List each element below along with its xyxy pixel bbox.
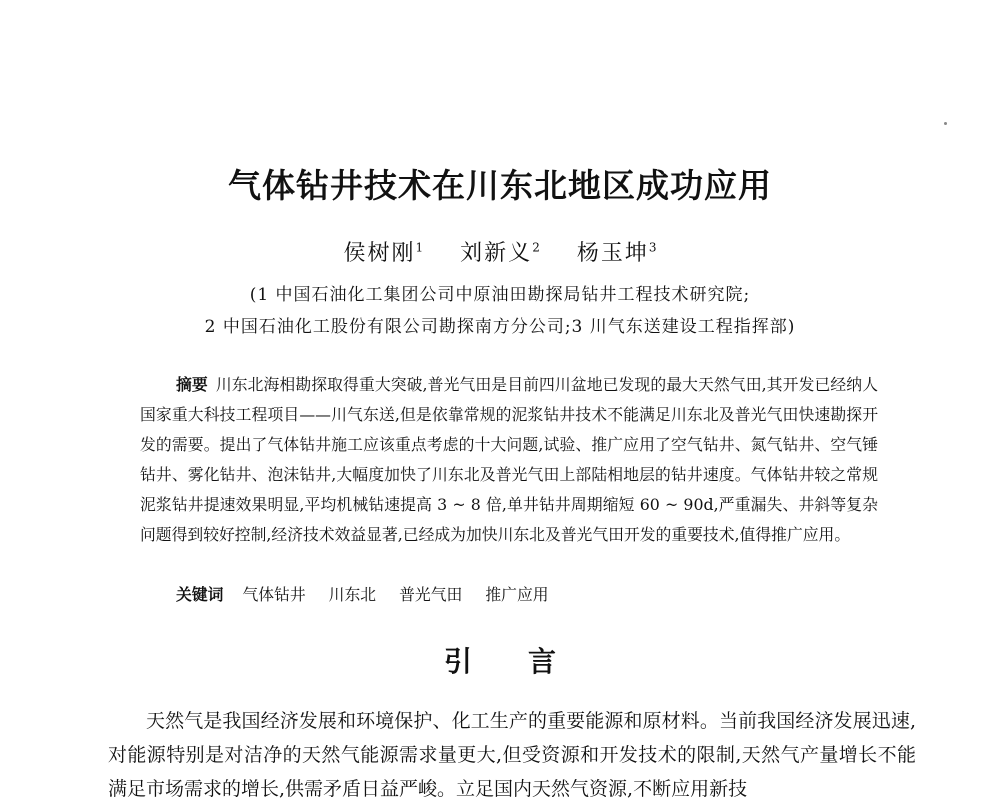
abstract-text: 川东北海相勘探取得重大突破,普光气田是目前四川盆地已发现的最大天然气田,其开发已经纳人国家重大科技工程项目——川气东送,但是依靠常规的泥浆钻井技术不能满足川东北及普光气田快速勘探开发的需要。提出了气体钻井施工应该重点考虑的十大问题,试验、推广应用了空气钻井、氮气钻井、空气锤钻井、雾化钻井、泡沫钻井,大幅度加快了川东北及普光气田上部陆相地层的钻井速度。气体钻井较之常规泥浆钻井提速效果明显,平均机械钻速提高 3 ~ 8 倍,单井钻井周期缩短 60 ~ 90d,严重漏失、井斜等复杂问题得到较好控制,经济技术效益显著,已经成为加快川东北及普光气田开发的重要技术,值得推广应用。: [140, 375, 878, 544]
keyword-2: 川东北: [328, 585, 377, 604]
scan-speck: [944, 122, 947, 125]
author-3-sup: 3: [648, 240, 657, 255]
author-2-name: 刘新义: [460, 241, 533, 266]
paper-title: 气体钻井技术在川东北地区成功应用: [228, 166, 772, 205]
author-2-sup: 2: [532, 240, 540, 255]
keyword-3: 普光气田: [399, 585, 463, 604]
keywords-label: 关键词: [176, 585, 224, 604]
author-1-sup: 1: [415, 240, 424, 255]
abstract-block: [140, 370, 878, 550]
keyword-4: 推广应用: [485, 585, 549, 604]
author-line: [0, 236, 1000, 267]
abstract-label: 摘要: [176, 375, 208, 394]
author-3: [577, 241, 657, 266]
introduction-paragraph: 天然气是我国经济发展和环境保护、化工生产的重要能源和原材料。当前我国经济发展迅速,对能源特别是对洁净的天然气能源需求量更大,但受资源和开发技术的限制,天然气产量增长不能满足市场需求的增长,供需矛盾日益严峻。立足国内天然气资源,不断应用新技: [108, 710, 916, 800]
author-1-name: 侯树刚: [343, 241, 416, 266]
affiliation-line-1: (1 中国石油化工集团公司中原油田勘探局钻井工程技术研究院;: [249, 285, 751, 305]
author-3-name: 杨玉坤: [576, 241, 649, 266]
affiliation-line-2: 2 中国石油化工股份有限公司勘探南方分公司;3 川气东送建设工程指挥部): [204, 317, 796, 337]
section-heading-introduction: 引言: [443, 645, 612, 678]
author-2: [460, 241, 540, 266]
keyword-1: 气体钻井: [242, 585, 306, 604]
author-1: [344, 241, 424, 266]
keywords-block: [176, 580, 876, 610]
